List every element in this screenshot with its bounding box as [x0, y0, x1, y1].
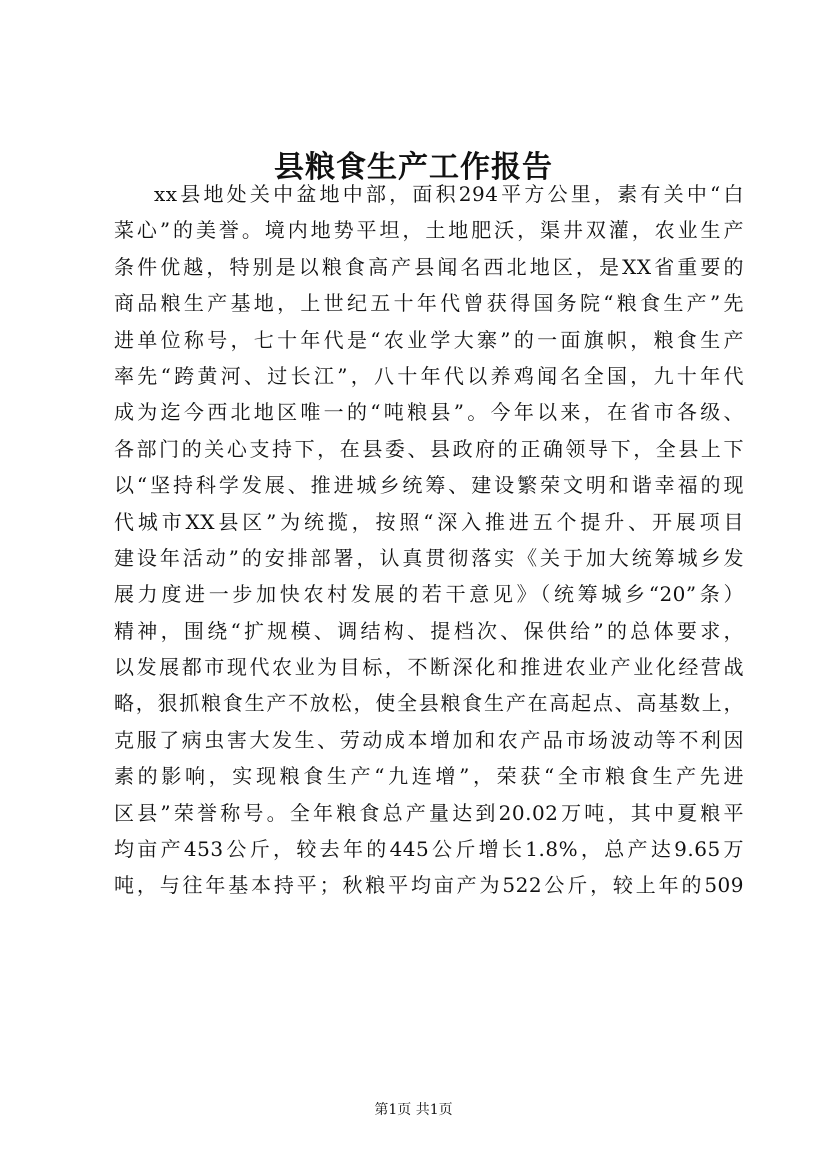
body-line: 均亩产453公斤，较去年的445公斤增长1.8%，总产达9.65万	[114, 837, 744, 862]
body-line: 素的影响，实现粮食生产“九连增”，荣获“全市粮食生产先进	[114, 764, 744, 789]
page-number-footer: 第1页 共1页	[374, 1102, 453, 1118]
body-line: 精神，围绕“扩规模、调结构、提档次、保供给”的总体要求，	[114, 618, 744, 643]
body-line: 建设年活动”的安排部署，认真贯彻落实《关于加大统筹城乡发	[114, 545, 744, 570]
body-line: 进单位称号，七十年代是“农业学大寨”的一面旗帜，粮食生产	[114, 327, 744, 352]
body-line: 各部门的关心支持下，在县委、县政府的正确领导下，全县上下	[114, 436, 744, 461]
document-title: 县粮食生产工作报告	[274, 150, 553, 185]
body-line: 以“坚持科学发展、推进城乡统筹、建设繁荣文明和谐幸福的现	[114, 473, 744, 498]
body-line: 率先“跨黄河、过长江”，八十年代以养鸡闻名全国，九十年代	[114, 363, 744, 388]
body-line: 略，狠抓粮食生产不放松，使全县粮食生产在高起点、高基数上，	[114, 691, 744, 716]
body-line: 以发展都市现代农业为目标，不断深化和推进农业产业化经营战	[114, 655, 744, 680]
body-line: 成为迄今西北地区唯一的“吨粮县”。今年以来，在省市各级、	[114, 400, 744, 425]
body-line: 展力度进一步加快农村发展的若干意见》（统筹城乡“20”条）	[114, 582, 744, 607]
body-line: 商品粮生产基地，上世纪五十年代曾获得国务院“粮食生产”先	[114, 291, 744, 316]
body-line: 菜心”的美誉。境内地势平坦，土地肥沃，渠井双灌，农业生产	[114, 218, 744, 243]
body-line: xx县地处关中盆地中部，面积294平方公里，素有关中“白	[154, 182, 744, 206]
body-line: 克服了病虫害大发生、劳动成本增加和农产品市场波动等不利因	[114, 727, 744, 752]
body-line: 区县”荣誉称号。全年粮食总产量达到20.02万吨，其中夏粮平	[114, 800, 744, 825]
body-line: 代城市XX县区”为统揽，按照“深入推进五个提升、开展项目	[114, 509, 744, 534]
body-line: 吨，与往年基本持平；秋粮平均亩产为522公斤，较上年的509	[114, 873, 744, 898]
document-body	[114, 176, 744, 904]
body-line: 条件优越，特别是以粮食高产县闻名西北地区，是XX省重要的	[114, 254, 744, 279]
